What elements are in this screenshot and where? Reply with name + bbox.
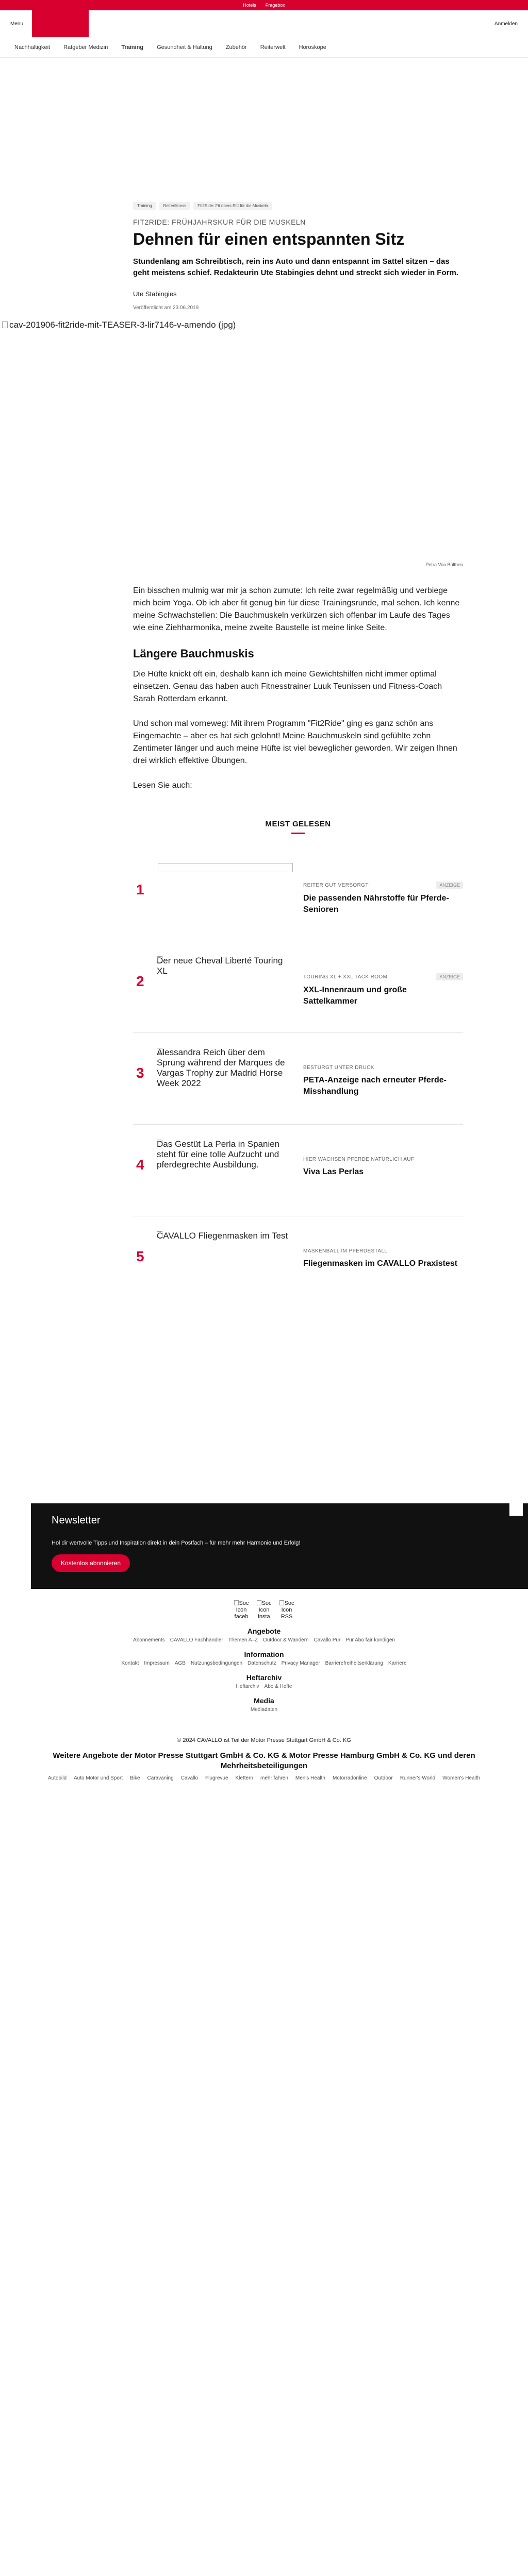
subscribe-button[interactable]: Kostenlos abonnieren — [52, 1554, 130, 1572]
image-alt: Der neue Cheval Liberté Touring XL — [157, 956, 283, 976]
newsletter-image — [509, 1502, 523, 1516]
footer-link[interactable]: Women's Health — [442, 1775, 481, 1781]
footer-angebote-links — [0, 1637, 528, 1643]
footer-link[interactable]: Themen A–Z — [228, 1637, 258, 1643]
footer-angebote-title: Angebote — [247, 1627, 281, 1635]
site-footer — [0, 1600, 528, 1781]
item-title[interactable]: XXL-Innenraum und große Sattelkammer — [303, 986, 407, 1006]
broken-image-icon — [234, 1600, 239, 1605]
footer-link[interactable]: Outdoor & Wandern — [263, 1637, 309, 1643]
ad-badge: ANZEIGE — [436, 973, 463, 980]
footer-heftarchiv-title: Heftarchiv — [246, 1673, 282, 1682]
newsletter-box — [31, 1503, 528, 1589]
breadcrumb-item[interactable]: Training — [133, 202, 156, 210]
footer-link[interactable]: Men's Health — [295, 1775, 325, 1781]
footer-link[interactable]: CAVALLO Fachhändler — [170, 1637, 223, 1643]
footer-media-links — [0, 1707, 528, 1713]
thumbnail[interactable] — [155, 1138, 296, 1210]
footer-information-title: Information — [244, 1650, 284, 1658]
thumbnail[interactable] — [155, 1230, 296, 1302]
item-info — [296, 1230, 463, 1308]
article-teaser: Stundenlang am Schreibtisch, rein ins Auto und dann entspannt im Sattel sitzen – das geht meistens schief. Redakteurin Ute Stabingies dehnt und streckt sich wieder in Form. — [133, 257, 458, 277]
breadcrumb-item[interactable]: FIt2Ride: Fit übers Ritt für die Muskeln — [193, 202, 272, 210]
footer-heftarchiv-links — [0, 1684, 528, 1689]
nav-item-active[interactable]: Training — [121, 44, 144, 50]
hero-image — [0, 320, 528, 562]
rank-number: 2 — [136, 973, 144, 989]
article-date: Veröffentlicht am 23.06.2019 — [133, 305, 199, 311]
item-meta — [303, 1065, 463, 1071]
top-bar — [0, 0, 528, 10]
paragraph: Lesen Sie auch: — [133, 781, 192, 790]
ad-space — [0, 58, 528, 202]
rank-number: 5 — [136, 1248, 144, 1264]
footer-link[interactable]: Cavallo — [180, 1775, 199, 1781]
social-links — [0, 1600, 528, 1628]
item-label: REITER GUT VERSORGT — [303, 882, 369, 888]
footer-link[interactable]: mehr fahren — [260, 1775, 288, 1781]
newsletter-title: Newsletter — [52, 1515, 101, 1526]
article-body — [133, 585, 463, 792]
footer-link[interactable]: Runner's World — [400, 1775, 436, 1781]
newsletter-text: Hol dir wertvolle Tipps und Inspiration direkt in dein Postfach – für mehr mehr Harmonie und Erfolg! — [52, 1540, 301, 1546]
item-label: BESTÜRGT UNTER DRUCK — [303, 1065, 374, 1071]
item-label: MASKENBALL IM PFERDESTALL — [303, 1248, 388, 1254]
list-item[interactable] — [133, 850, 463, 941]
title-underline — [291, 833, 305, 834]
broken-image-icon — [279, 1600, 284, 1605]
footer-information-links — [0, 1660, 528, 1666]
footer-link[interactable]: Auto Motor und Sport — [74, 1775, 123, 1781]
item-label: HIER WACHSEN PFERDE NATÜRLICH AUF — [303, 1157, 415, 1162]
list-item[interactable] — [133, 1033, 463, 1125]
menu-button[interactable]: Menu — [10, 21, 24, 27]
list-item[interactable] — [133, 1216, 463, 1308]
footer-link[interactable]: Mediadaten — [250, 1707, 278, 1713]
item-label: TOURING XL + XXL TACK ROOM — [303, 974, 388, 980]
article-header — [133, 202, 463, 311]
item-meta — [303, 882, 463, 889]
breadcrumb — [133, 202, 463, 210]
article-author[interactable]: Ute Stabingies — [133, 290, 177, 298]
image-placeholder — [158, 863, 293, 872]
copyright: © 2024 CAVALLO ist Teil der Motor Presse Stuttgart GmbH & Co. KG — [177, 1737, 351, 1743]
footer-link[interactable]: Caravaning — [147, 1775, 174, 1781]
more-offers-title: Weitere Angebote der Motor Presse Stuttgart GmbH & Co. KG & Motor Presse Hamburg GmbH & Co. KG und deren Mehrheitsbeteiligungen — [53, 1751, 475, 1770]
item-info — [296, 1138, 463, 1216]
image-alt: CAVALLO Fliegenmasken im Test — [157, 1231, 288, 1241]
top-link-fragebox[interactable]: Fragebox — [265, 3, 285, 8]
nav-item[interactable]: Nachhaltigkeit — [14, 44, 51, 50]
footer-link[interactable]: Abonnements — [133, 1637, 165, 1643]
image-credit: Petra Von Bülthen — [425, 562, 463, 567]
footer-link[interactable]: Autobild — [47, 1775, 67, 1781]
nav-item[interactable]: Ratgeber Medizin — [63, 44, 108, 50]
broken-image-icon — [2, 321, 8, 328]
thumbnail[interactable] — [155, 863, 296, 935]
footer-link[interactable]: Barrierefreiheitserklärung — [325, 1660, 383, 1666]
nav-item[interactable]: Gesundheit & Haltung — [157, 44, 212, 50]
image-alt: Alessandra Reich über dem Sprung während der Marques de Vargas Trophy zur Madrid Horse Week 2022 — [157, 1047, 285, 1088]
rank-number: 4 — [136, 1157, 144, 1173]
article-kicker: FIT2RIDE: FRÜHJAHRSKUR FÜR DIE MUSKELN — [133, 218, 306, 226]
ad-badge: ANZEIGE — [436, 882, 463, 889]
item-title[interactable]: Fliegenmasken im CAVALLO Praxistest — [303, 1259, 458, 1268]
item-info — [296, 863, 463, 941]
footer-link[interactable]: Heftarchiv — [236, 1684, 259, 1689]
footer-link[interactable]: Outdoor — [374, 1775, 393, 1781]
footer-link[interactable]: Abo & Hefte — [264, 1684, 292, 1689]
item-title[interactable]: PETA-Anzeige nach erneuter Pferde-Misshandlung — [303, 1076, 447, 1096]
paragraph: Ein bisschen mulmig war mir ja schon zumute: Ich reite zwar regelmäßig und verbiege mich beim Yoga. Ob ich aber fit genug bin für diese Trainingsrunde, mal sehen. Ich kenne meine Schwachstellen: Die Bauchmuskeln verkürzen sich offenbar im Laufe des Tages wie eine Ziehharmonika, meine zweite Baustelle ist meine linke Seite. — [133, 586, 460, 632]
most-read-list — [133, 850, 463, 1308]
top-link-hotels[interactable]: Hotels — [243, 3, 256, 8]
instagram-icon[interactable]: Soc Icon insta — [255, 1600, 273, 1628]
footer-link[interactable]: Pur Abo fair kündigen — [345, 1637, 395, 1643]
footer-link[interactable]: Flugrevue — [205, 1775, 228, 1781]
main-navigation — [0, 37, 528, 58]
most-read-section — [133, 820, 463, 1308]
footer-link[interactable]: Cavallo Pur — [314, 1637, 341, 1643]
nav-item[interactable]: Reiterwelt — [260, 44, 286, 50]
item-info — [296, 1046, 463, 1124]
subheading: Längere Bauchmuskis — [133, 647, 254, 660]
article-headline: Dehnen für einen entspannten Sitz — [133, 230, 405, 248]
item-meta — [303, 973, 463, 980]
thumbnail[interactable] — [155, 1046, 296, 1118]
rank-number: 1 — [136, 882, 144, 897]
footer-link[interactable]: Kontakt — [121, 1660, 139, 1666]
list-item[interactable] — [133, 941, 463, 1033]
footer-media-title: Media — [254, 1697, 274, 1705]
item-title[interactable]: Die passenden Nährstoffe für Pferde-Senioren — [303, 894, 449, 914]
rank-number: 3 — [136, 1065, 144, 1081]
item-meta — [303, 1248, 463, 1254]
site-header — [0, 10, 528, 37]
nav-item[interactable]: Horoskope — [299, 44, 326, 50]
footer-link[interactable]: Nutzungsbedingungen — [190, 1660, 243, 1666]
most-read-title: MEIST GELESEN — [265, 820, 331, 828]
footer-link[interactable]: Impressum — [144, 1660, 170, 1666]
footer-link[interactable]: Datenschutz — [248, 1660, 276, 1666]
facebook-icon[interactable]: Soc Icon faceb — [234, 1600, 249, 1620]
rss-icon[interactable]: Soc Icon RSS — [278, 1600, 295, 1628]
login-button[interactable]: Anmelden — [494, 21, 518, 27]
footer-link[interactable]: Privacy Manager — [281, 1660, 320, 1666]
paragraph: Und schon mal vorneweg: Mit ihrem Programm "Fit2Ride" ging es ganz schön ans Eingemachte – aber es hat sich gelohnt! Meine Bauchmuskeln sind gefühlte zehn Zentimeter länger und auch meine Hüfte ist viel beweglicher geworden. Wir zeigen Ihnen drei wirklich effektive Übungen. — [133, 719, 457, 765]
footer-link[interactable]: Bike — [130, 1775, 140, 1781]
item-title[interactable]: Viva Las Perlas — [303, 1167, 364, 1176]
list-item[interactable] — [133, 1125, 463, 1216]
footer-link[interactable]: Klettern — [235, 1775, 253, 1781]
cavallo-logo[interactable] — [32, 10, 89, 37]
nav-item[interactable]: Zubehör — [225, 44, 247, 50]
hero-image-alt: cav-201906-fit2ride-mit-TEASER-3-lir7146-v-amendo (jpg) — [9, 320, 236, 330]
item-info — [296, 955, 463, 1032]
more-offers-links — [0, 1775, 528, 1781]
footer-link[interactable]: Motorradonline — [332, 1775, 367, 1781]
broken-image-icon — [257, 1600, 261, 1605]
footer-link[interactable]: AGB — [174, 1660, 186, 1666]
paragraph: Die Hüfte knickt oft ein, deshalb kann ich meine Gewichtshilfen nicht immer optimal einsetzen. Genau das haben auch Fitnesstrainer Luuk Teunissen und Fitness-Coach Sarah Rotterdam erkannt. — [133, 670, 442, 703]
image-alt: Das Gestüt La Perla in Spanien steht für eine tolle Aufzucht und pferdegrechte Ausbildung. — [157, 1139, 280, 1170]
thumbnail[interactable] — [155, 955, 296, 1027]
item-meta — [303, 1157, 463, 1162]
footer-link[interactable]: Karriere — [388, 1660, 407, 1666]
breadcrumb-item[interactable]: Reiterfitness — [159, 202, 190, 210]
